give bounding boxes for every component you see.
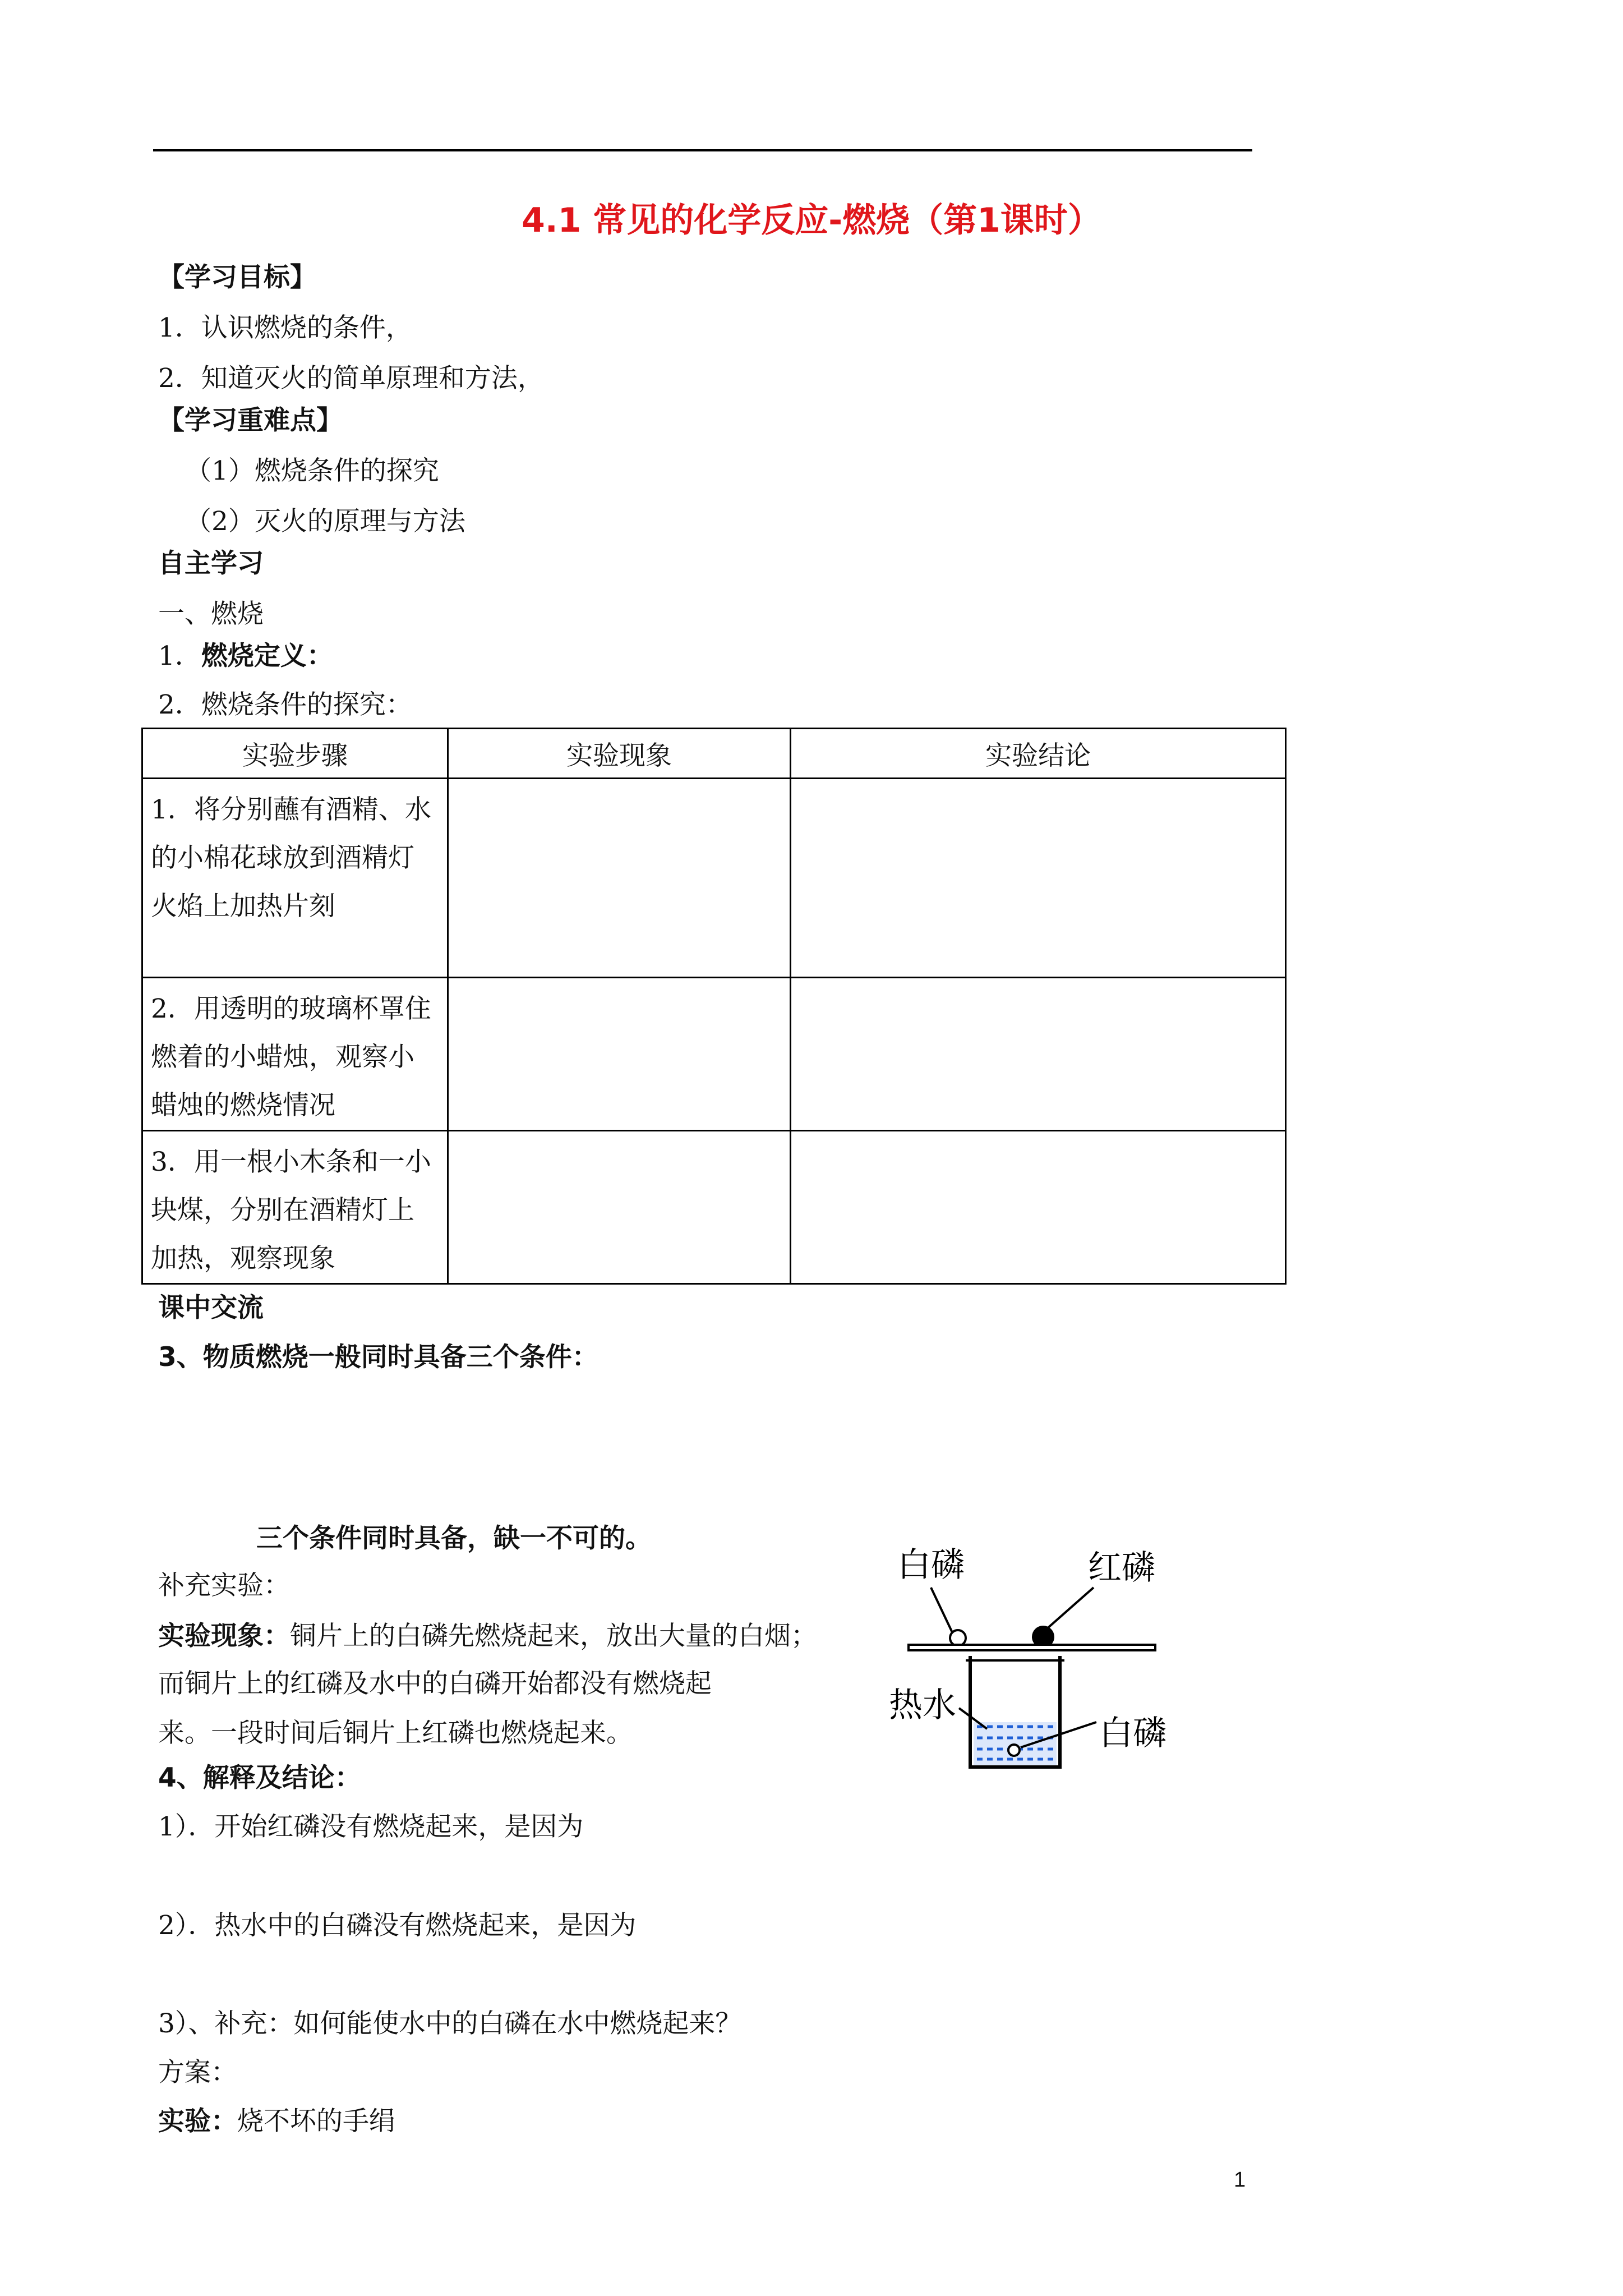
phosphorus-experiment-figure [886, 1526, 1200, 1795]
white-phosphorus-in-water [1008, 1745, 1020, 1756]
phenomenon-line-2: 而铜片上的红磷及水中的白磷开始都没有燃烧起 [158, 1668, 712, 1699]
step-cell: 2．用透明的玻璃杯罩住燃着的小蜡烛，观察小蜡烛的燃烧情况 [151, 993, 431, 1121]
header-phenomenon: 实验现象 [448, 729, 791, 779]
table-row [142, 978, 1286, 1131]
phenomenon-line-3: 来。一段时间后铜片上红磷也燃烧起来。 [158, 1718, 633, 1749]
copper-plate [909, 1645, 1155, 1650]
experiment-line [158, 2105, 395, 2138]
phenomenon-text-1: 铜片上的白磷先燃烧起来，放出大量的白烟； [290, 1621, 817, 1651]
label-red-phosphorus: 红磷 [1088, 1548, 1155, 1588]
document-title: 4.1 常见的化学反应-燃烧（第1课时） [522, 201, 1101, 240]
experiment-table [141, 728, 1287, 1285]
supplement-label: 补充实验： [158, 1570, 290, 1601]
phenomenon-cell [449, 1131, 790, 1138]
key-points-heading: 【学习重难点】 [158, 405, 343, 436]
goal-item-2: 2．知道灭火的简单原理和方法， [158, 363, 544, 394]
question-three-conditions: 3、物质燃烧一般同时具备三个条件： [158, 1342, 598, 1373]
explanation-question-3: 3）、补充：如何能使水中的白磷在水中燃烧起来？ [158, 2008, 742, 2039]
question-definition [158, 639, 333, 673]
experiment-label: 实验： [158, 2106, 237, 2137]
definition-label: 燃烧定义： [201, 641, 333, 671]
header-rule [153, 149, 1252, 151]
table-row [142, 1131, 1286, 1284]
leader-line-white-top [931, 1588, 952, 1632]
explanation-question-2: 2）．热水中的白磷没有燃烧起来，是因为 [158, 1910, 637, 1941]
header-conclusion: 实验结论 [791, 729, 1286, 779]
leader-line-water [959, 1708, 987, 1729]
leader-line-red [1046, 1588, 1094, 1630]
label-hot-water: 热水 [889, 1686, 956, 1725]
page-number: 1 [1234, 2168, 1246, 2192]
table-row [142, 779, 1286, 978]
key-point-2: （2）灭火的原理与方法 [185, 506, 465, 537]
explanation-question-1: 1）．开始红磷没有燃烧起来，是因为 [158, 1811, 584, 1842]
label-white-phosphorus-top: 白磷 [897, 1545, 965, 1585]
conclusion-cell [791, 1131, 1285, 1138]
plan-label: 方案： [158, 2057, 237, 2088]
question-number: 1． [158, 641, 201, 671]
header-step: 实验步骤 [142, 729, 448, 779]
white-phosphorus-on-plate [950, 1630, 966, 1646]
phenomenon-label: 实验现象： [158, 1621, 290, 1651]
phenomenon-line-1 [158, 1619, 817, 1653]
conclusion-cell [791, 779, 1285, 786]
explanation-heading: 4、解释及结论： [158, 1763, 361, 1793]
goals-heading: 【学习目标】 [158, 262, 316, 293]
step-cell: 1．将分别蘸有酒精、水的小棉花球放到酒精灯火焰上加热片刻 [151, 794, 431, 922]
experiment-text: 烧不坏的手绢 [237, 2106, 395, 2137]
table-header-row [142, 729, 1286, 779]
phenomenon-cell [449, 978, 790, 985]
conditions-note: 三个条件同时具备，缺一不可的。 [256, 1523, 652, 1554]
step-cell: 3．用一根小木条和一小块煤，分别在酒精灯上加热，观察现象 [151, 1147, 431, 1274]
class-exchange-heading: 课中交流 [158, 1292, 264, 1323]
question-conditions: 2．燃烧条件的探究： [158, 689, 412, 720]
label-white-phosphorus-water: 白磷 [1099, 1714, 1166, 1753]
goal-item-1: 1．认识燃烧的条件， [158, 312, 412, 343]
conclusion-cell [791, 978, 1285, 985]
self-study-heading: 自主学习 [158, 548, 264, 579]
key-point-1: （1）燃烧条件的探究 [185, 455, 439, 486]
phenomenon-cell [449, 779, 790, 786]
section-combustion: 一、燃烧 [158, 599, 264, 629]
